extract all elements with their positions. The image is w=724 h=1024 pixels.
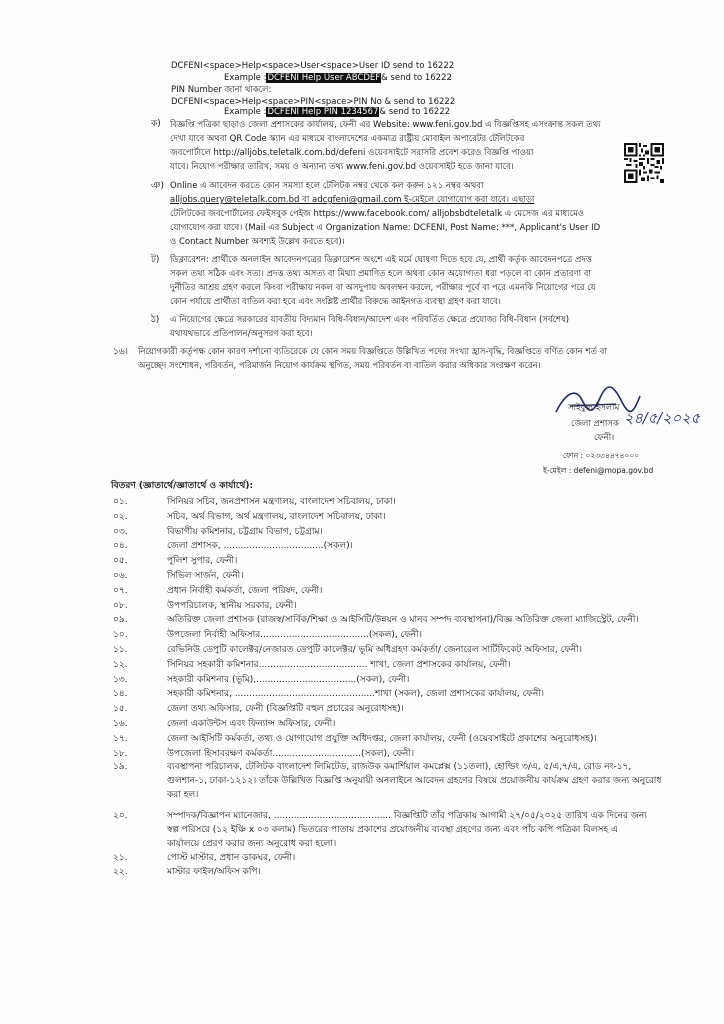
distribution-item: অতিরিক্ত জেলা প্রশাসক (রাজস্ব/সার্বিক/শিক্ষা ও আইসিটি/উন্নয়ন ও মানব সম্পদ ব্যবস্থাপনা)/বিজ্ঞ অতিরিক্ত জেলা ম্যাজিস্ট্রেট, ফেনী। [167, 615, 639, 625]
signature-date: ২৪/৫/২০২৫ [624, 410, 700, 427]
item-label: ক) [151, 119, 161, 129]
distribution-number: ০৪. [113, 541, 128, 551]
item-n-line: alljobs.query@teletalk.com.bd বা adcgfeni@gmail.com ই-মেইলে যোগাযোগ করা যাবে। এছাড়া [170, 195, 535, 205]
distribution-item-20-line: স্বল্প পরিসরে (১২ ইঞ্চি x ০৩ কলাম) ভিতরের পাতায় প্রকাশের প্রয়োজনীয় ব্যবস্থা গ্রহণের জন্য এবং পাঁচ কপি পত্রিকা বিলসহ এ [167, 825, 618, 835]
item-label: ঠ) [151, 315, 160, 325]
item-g-line: জবপোর্টালে http://alljobs.teletalk.com.bd/defeni ওয়েবসাইটে সরাসরি প্রবেশ করেও বিজ্ঞপ্তি পাওয়া [170, 148, 534, 158]
distribution-number: ০৩. [113, 527, 128, 537]
item-g-line: দেখা যাবে অথবা QR Code স্ক্যান এর মাধ্যমে বাংলাদেশের একমাত্র রাষ্ট্রীয় মোবাইল অপারেটর টেলিটকের [170, 134, 525, 144]
item-n-line: টেলিটকের জবপোর্টালের ফেইসবুক পেইজ https://www.facebook.com/ alljobsbdteletalk এ মেসেজ এর মাধ্যমেও [170, 209, 585, 219]
item-t-line: কোন পর্যায়ে প্রার্থীতা বাতিল করা হবে এবং সংশ্লিষ্ট প্রার্থীর বিরুদ্ধে আইনগত ব্যবস্থা গ্রহণ করা যাবে। [170, 297, 501, 307]
paragraph-16-line: অনুচ্ছেদ সংশোধন, পরিবর্তন, পরিমার্জন নিয়োগ কার্যক্রম স্থগিত, সময় পরিবর্তন বা বাতিল করার অধিকার সংরক্ষণ করেন। [138, 361, 541, 371]
distribution-number: ১৫. [113, 704, 128, 714]
distribution-item-19-line: করা হল। [167, 790, 199, 800]
item-n-line: Online এ আবেদন করতে কোন সমস্যা হলে টেলিটক নম্বর থেকে কল করুন ১২১ নম্বর অথবা [170, 181, 484, 191]
signatory-name: সাইফুল ইসলাম [568, 403, 620, 413]
distribution-item: সচিব, অর্থ বিভাগ, অর্থ মন্ত্রণালয়, বাংলাদেশ সচিবালয়, ঢাকা। [167, 512, 386, 522]
office-phone: ফোন : ০২৩৩৪৪৭৪০০০ [563, 451, 640, 460]
distribution-item: সিনিয়র সহকারী কমিশনার...................................... শাখা, জেলা প্রশাসকের কার্যালয়, ফেনী। [167, 660, 511, 670]
signatory-designation: জেলা প্রশাসক [571, 419, 619, 429]
distribution-number: ১৪. [113, 689, 128, 699]
distribution-number: ০২. [113, 512, 128, 522]
distribution-number: ১১. [113, 645, 128, 655]
distribution-number: ০৫. [113, 556, 128, 566]
distribution-number: ১৭. [113, 734, 128, 744]
item-t-line: দুর্নীতির আশ্রয় গ্রহণ করলে কিংবা পরীক্ষায় নকল বা অসদুপায় অবলম্বন করলে, পরীক্ষার পূর্বে বা পরে এমনকি নিয়োগের পরে যে [170, 283, 596, 293]
sms-user-example: Example :DCFENI Help User ABCDEF& send to 16222 [224, 73, 452, 83]
distribution-item: সহকারী কমিশনার (ভূমি),...................................(সকল), ফেনী। [167, 675, 410, 685]
distribution-item: প্রধান নির্বাহী কর্মকর্তা, জেলা পরিষদ, ফেনী। [167, 586, 323, 596]
distribution-item: উপজেলা নির্বাহী অফিসার......................................(সকল), ফেনী। [167, 630, 422, 640]
item-th-line: যথাযথভাবে প্রতিপালন/অনুসরণ করা হবে। [170, 329, 313, 339]
distribution-number: ০১. [113, 497, 128, 507]
distribution-number: ১৩. [113, 675, 128, 685]
distribution-item-20-line: সম্পাদক/বিজ্ঞাপন ম্যানেজার, ......................................... বিজ্ঞপ্তিটি তাঁর পত্রিকায় আগামী ২৭/০৫/২০২৫ তারিখ এক দিনের জন্য [167, 811, 647, 821]
distribution-number: ২২. [113, 867, 128, 877]
sms-pin-format: DCFENI<space>Help<space>PIN<space>PIN No & send to 16222 [171, 97, 456, 107]
distribution-item: জেলা প্রশাসক, ...................................(সকল)। [167, 541, 353, 551]
sms-pin-example-code: DCFENI Help PIN 1234567 [267, 107, 379, 117]
distribution-number: ১২. [113, 660, 128, 670]
distribution-number: ২০. [113, 811, 128, 821]
distribution-number: ১০. [113, 630, 128, 640]
distribution-number: ২১. [113, 853, 128, 863]
distribution-item-19-line: গুলশান-১, ঢাকা-১২১২। তাঁকে উল্লিখিত বিজ্ঞপ্তি অনুযায়ী অনলাইনে আবেদন গ্রহণের বিষয়ে প্রয়োজনীয় কার্যক্রম গ্রহণ করার জন্য অনুরোধ [167, 776, 662, 786]
distribution-item: সহকারী কমিশনার, .................................................শাখা (সকল), জেলা প্রশাসকের কার্যালয়, ফেনী। [167, 689, 545, 699]
distribution-item: উপপরিচালক, স্থানীয় সরকার, ফেনী। [167, 601, 297, 611]
distribution-item-21: পোস্ট মাস্টার, প্রধান ডাকঘর, ফেনী। [167, 853, 296, 863]
paragraph-number: ১৬। [113, 347, 128, 357]
distribution-item: রেভিনিউ ডেপুটি কালেক্টর/নেজারত ডেপুটি কালেক্টর/ ভূমি অধিগ্রহণ কর্মকর্তা/ জেনারেল সার্টিফিকেট অফিসার, ফেনী। [167, 645, 582, 655]
distribution-item: জেলা তথ্য অফিসার, ফেনী (বিজ্ঞপ্তিটি বহুল প্রচারের অনুরোধসহ)। [167, 704, 404, 714]
distribution-item: জেলা একাউন্টস এবং ফিন্যান্স অফিসার, ফেনী। [167, 719, 336, 729]
distribution-item: সিনিয়র সচিব, জনপ্রশাসন মন্ত্রণালয়, বাংলাদেশ সচিবালয়, ঢাকা। [167, 497, 396, 507]
paragraph-16-line: নিয়োগকারী কর্তৃপক্ষ কোন কারণ দর্শানো ব্যতিরেকে যে কোন সময় বিজ্ঞপ্তিতে উল্লিখিত পদের সংখ্যা হ্রাস-বৃদ্ধি, বিজ্ঞপ্তিতে বর্ণিত কোন শর্ত বা [138, 347, 607, 357]
distribution-number: ০৭. [113, 586, 128, 596]
distribution-item: উপজেলা হিসাবরক্ষণ কর্মকর্তা...............................(সকল), ফেনী। [167, 749, 415, 759]
item-t-line: সকল তথ্য সঠিক এবং সত্য। প্রদত্ত তথ্য অসত্য বা মিথ্যা প্রমাণিত হলে অথবা কোন অযোগ্যতা ধরা পড়লে বা কোন প্রতারণা বা [170, 269, 591, 279]
item-t-line: ডিক্লারেশন: প্রার্থীকে অনলাইন আবেদনপত্রের ডিক্লারেশন অংশে এই মর্মে ঘোষণা দিতে হবে যে, প্রার্থী কর্তৃক আবেদনপত্রে প্রদত্ত [170, 255, 592, 265]
signatory-place: ফেনী। [594, 433, 615, 443]
pin-heading: PIN Number জানা থাকলে: [171, 85, 272, 95]
distribution-number: ১৬. [113, 719, 128, 729]
distribution-number: ০৯. [113, 615, 128, 625]
distribution-number: ০৬. [113, 571, 128, 581]
distribution-item: পুলিশ সুপার, ফেনী। [167, 556, 238, 566]
distribution-number: ০৮. [113, 601, 128, 611]
distribution-item: বিভাগীয় কমিশনার, চট্টগ্রাম বিভাগ, চট্টগ্রাম। [167, 527, 323, 537]
office-email: ই-মেইল : defeni@mopa.gov.bd [543, 466, 654, 475]
sms-user-example-code: DCFENI Help User ABCDEF [267, 73, 381, 83]
item-label: ঞ) [151, 181, 165, 191]
distribution-item: জেলা আইসিটি কর্মকর্তা, তথ্য ও যোগাযোগ প্রযুক্তি অধিদপ্তর, জেলা কার্যালয়, ফেনী (ওয়েবসাইটে প্রকাশের অনুরোধসহ)। [167, 734, 597, 744]
distribution-number: ১৮. [113, 749, 128, 759]
distribution-number: ১৯. [113, 762, 128, 772]
item-n-line: ও Contact Number অবশ্যই উল্লেখ করতে হবে)। [170, 237, 345, 247]
item-label: ট) [151, 255, 160, 265]
item-g-line: যাবে। নিয়োগ পরীক্ষার তারিখ, সময় ও অন্যান্য তথ্য www.feni.gov.bd ওয়েবসাইট হতে জানা যাবে। [170, 162, 514, 172]
item-n-line: যোগাযোগ করা যাবে। (Mail এর Subject এ Organization Name: DCFENI, Post Name: ***, Applicant's User ID [170, 223, 601, 233]
qr-code-icon [624, 143, 664, 183]
sms-user-format: DCFENI<space>Help<space>User<space>User ID send to 16222 [171, 61, 455, 71]
distribution-item-20-line: কার্যালয়ে প্রেরণ করার জন্য অনুরোধ করা হলো। [167, 839, 337, 849]
item-th-line: এ নিয়োগের ক্ষেত্রে সরকারের যাবতীয় বিদ্যমান বিধি-বিধান/আদেশ এবং পরিবর্তিত ক্ষেত্রে প্রযোজ্য বিধি-বিধান (সর্বশেষ) [170, 315, 570, 325]
distribution-item-19-line: ব্যবস্থাপনা পরিচালক, টেলিটক বাংলাদেশ লিমিটেড, রাজউক কমার্শিয়াল কমপ্লেক্স (১১তলা), হোল্ডিং ৩/এ, ৫/এ,৭/এ, রোড নং-১৭, [167, 762, 632, 772]
distribution-item-22: মাস্টার ফাইল/অফিস কপি। [167, 867, 261, 877]
sms-pin-example: Example :DCFENI Help PIN 1234567& send to 16222 [224, 107, 451, 117]
item-g-line: বিজ্ঞপ্তি পত্রিকা ছাড়াও জেলা প্রশাসকের কার্যালয়, ফেনী এর Website: www.feni.gov.bd এ বিজ্ঞপ্তিসহ এসংক্রান্ত সকল তথ্য [170, 120, 601, 130]
distribution-heading: বিতরণ (জ্ঞাতার্থে/জ্ঞাতার্থে ও কার্যার্থে): [111, 481, 254, 491]
distribution-item: সিভিল সার্জন, ফেনী। [167, 571, 244, 581]
